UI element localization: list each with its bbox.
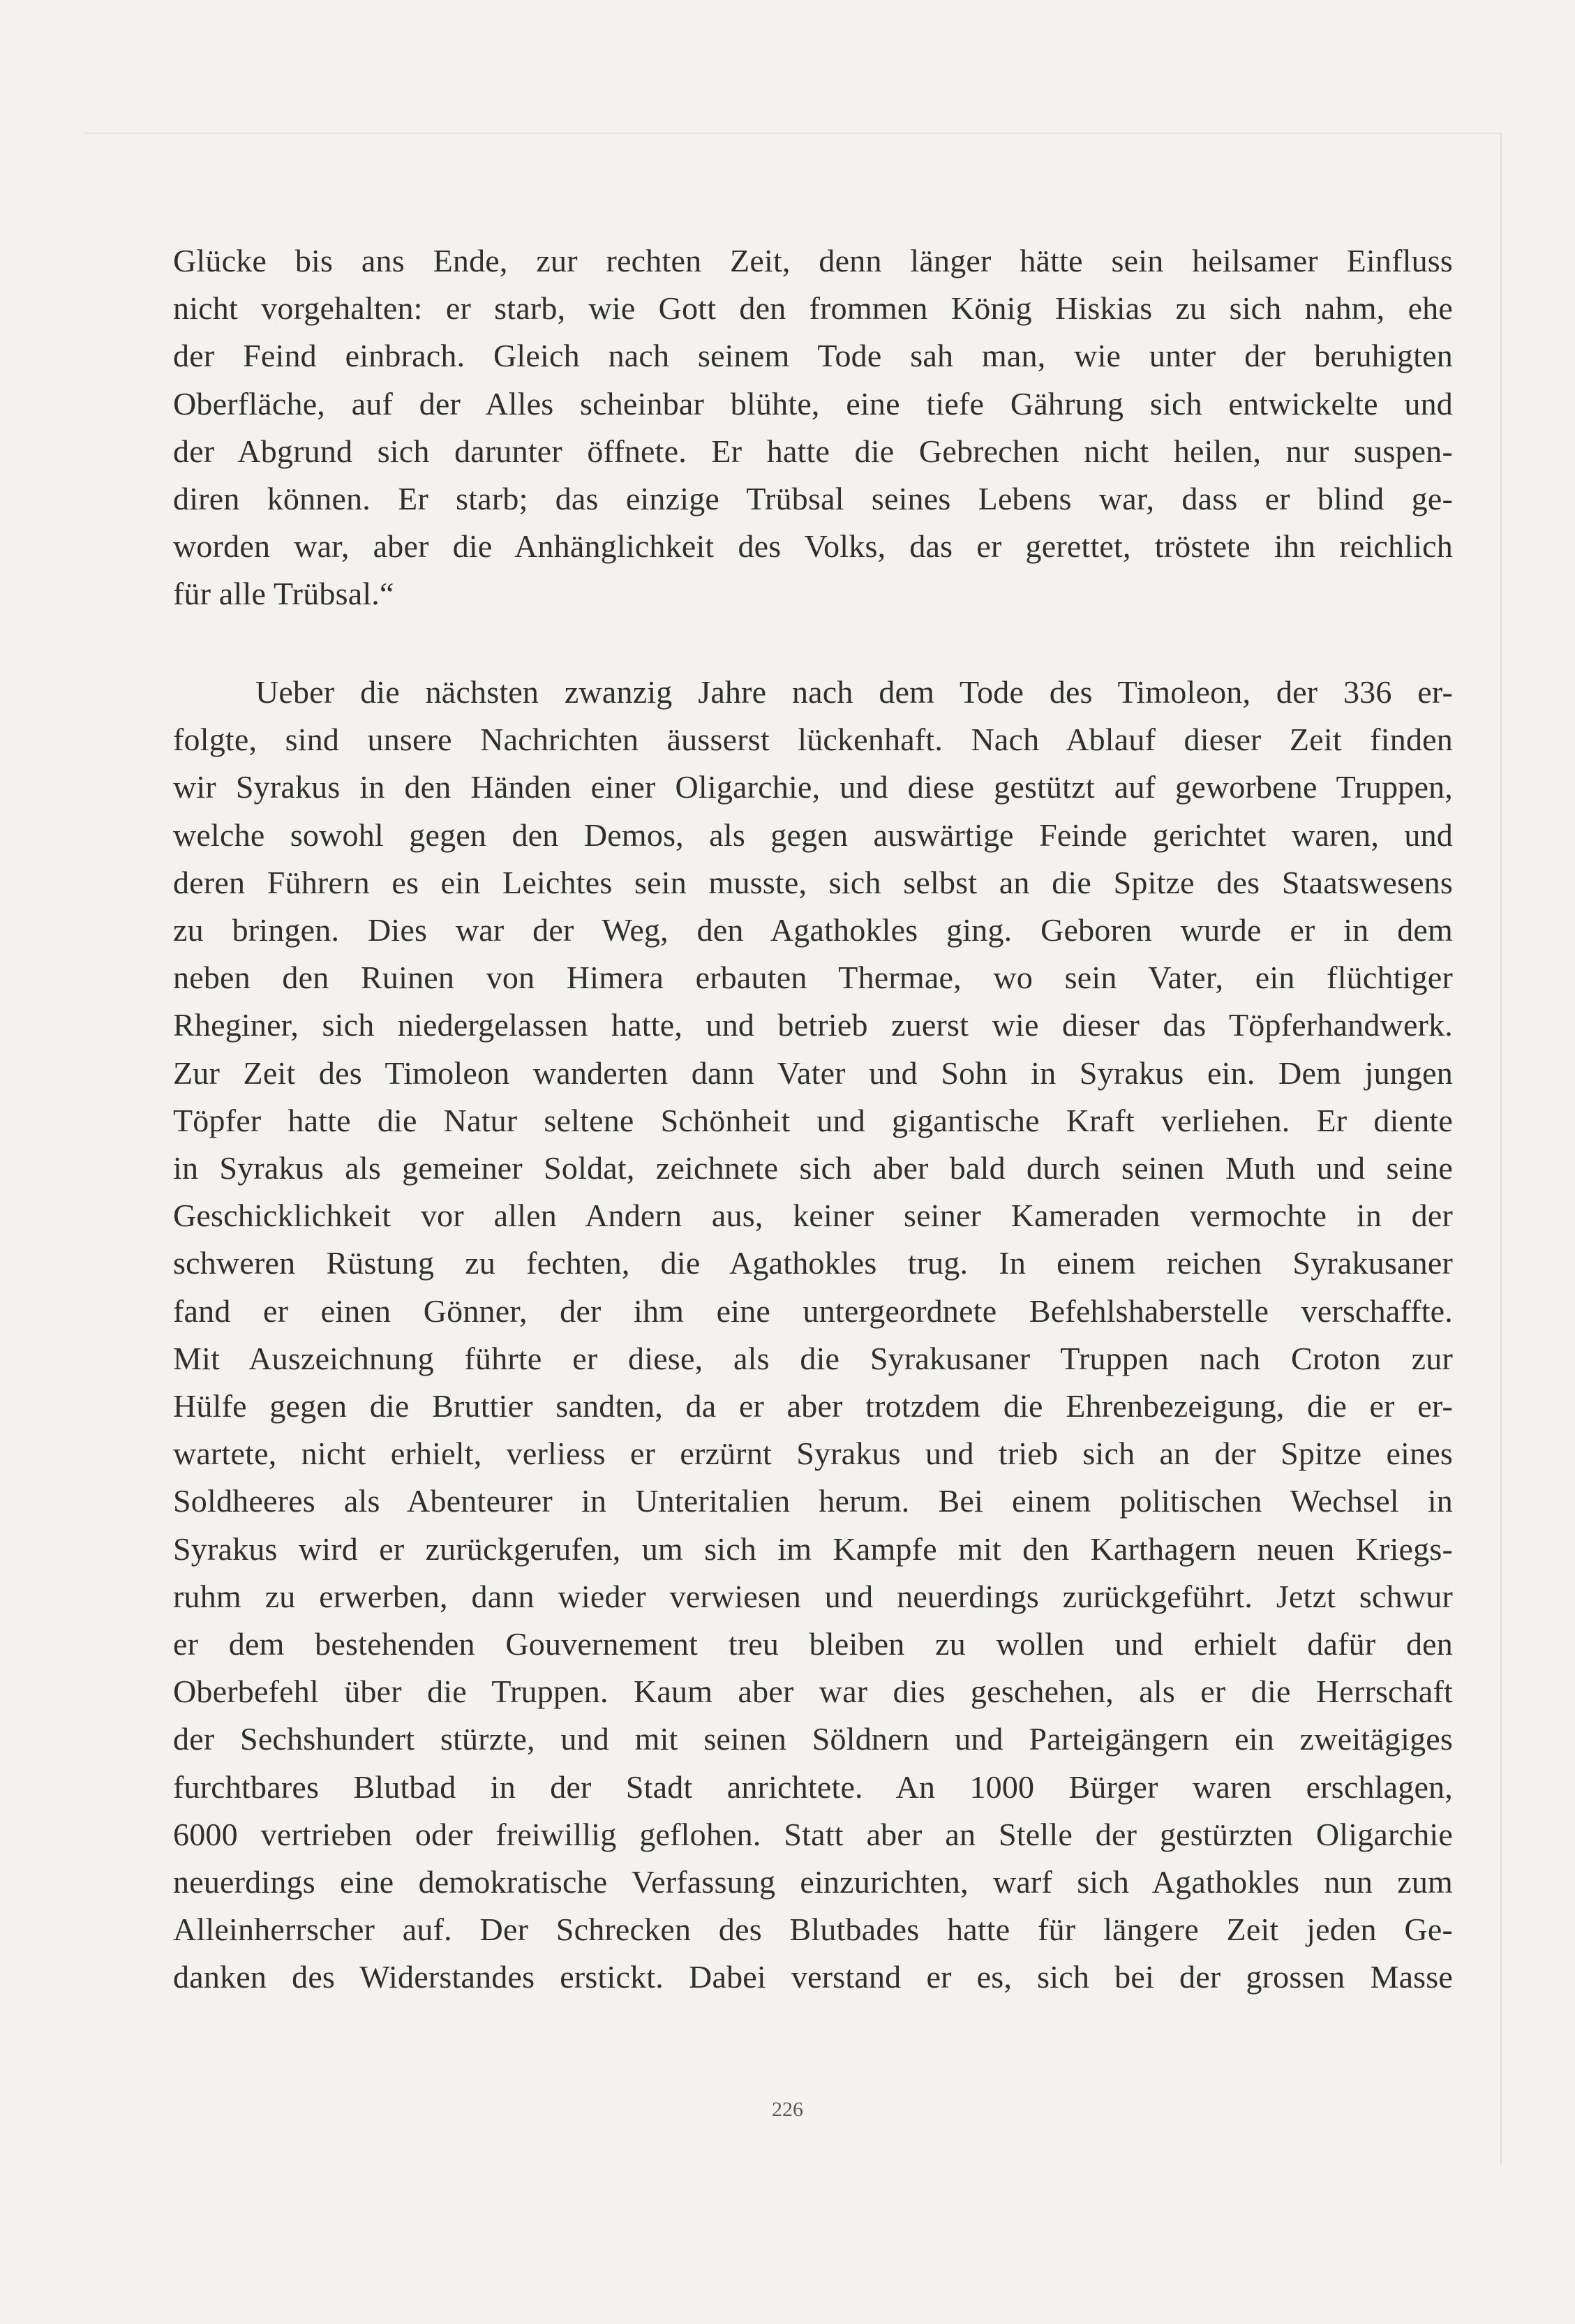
text-line: er dem bestehenden Gouvernement treu bleiben zu wollen und erhielt dafür den [173,1626,1453,1662]
text-line: fand er einen Gönner, der ihm eine untergeordnete Befehlshaberstelle verschaffte. [173,1293,1453,1329]
text-line: Mit Auszeichnung führte er diese, als die Syrakusaner Truppen nach Croton zur [173,1340,1453,1376]
text-line: nicht vorgehalten: er starb, wie Gott den frommen König Hiskias zu sich nahm, ehe [173,290,1453,327]
text-line: Syrakus wird er zurückgerufen, um sich im Kampfe mit den Karthagern neuen Kriegs- [173,1530,1453,1567]
text-line: in Syrakus als gemeiner Soldat, zeichnete sich aber bald durch seinen Muth und seine [173,1150,1453,1186]
text-line: diren können. Er starb; das einzige Trübsal seines Lebens war, dass er blind ge- [173,481,1453,517]
text-line: worden war, aber die Anhänglichkeit des Volks, das er gerettet, tröstete ihn reichlich [173,528,1453,565]
text-line: der Sechshundert stürzte, und mit seinen Söldnern und Parteigängern ein zweitägiges [173,1721,1453,1757]
text-line: neben den Ruinen von Himera erbauten Thermae, wo sein Vater, ein flüchtiger [173,960,1453,996]
text-line: Geschicklichkeit vor allen Andern aus, keiner seiner Kameraden vermochte in der [173,1198,1453,1234]
paragraph-1 [173,237,1453,618]
text-line: der Abgrund sich darunter öffnete. Er hatte die Gebrechen nicht heilen, nur suspen- [173,433,1453,469]
text-line: Ueber die nächsten zwanzig Jahre nach dem Tode des Timoleon, der 336 er- [255,674,1453,710]
text-line: Oberfläche, auf der Alles scheinbar blühte, eine tiefe Gährung sich entwickelte und [173,385,1453,422]
text-line: Glücke bis ans Ende, zur rechten Zeit, denn länger hätte sein heilsamer Einfluss [173,243,1453,278]
text-line: Töpfer hatte die Natur seltene Schönheit und gigantische Kraft verliehen. Er diente [173,1102,1453,1138]
text-line: der Feind einbrach. Gleich nach seinem Tode sah man, wie unter der beruhigten [173,338,1453,374]
text-line: wir Syrakus in den Händen einer Oligarchie, und diese gestützt auf geworbene Truppen, [173,769,1453,805]
text-line: deren Führern es ein Leichtes sein musste, sich selbst an die Spitze des Staatswesens [173,864,1453,900]
text-line: furchtbares Blutbad in der Stadt anrichtete. An 1000 Bürger waren erschlagen, [173,1768,1453,1805]
text-line: danken des Widerstandes erstickt. Dabei verstand er es, sich bei der grossen Masse [173,1959,1453,1995]
text-line: schweren Rüstung zu fechten, die Agathokles trug. In einem reichen Syrakusaner [173,1245,1453,1281]
text-line: 6000 vertrieben oder freiwillig geflohen. Statt aber an Stelle der gestürzten Oligarchie [173,1816,1453,1852]
text-line: Zur Zeit des Timoleon wanderten dann Vater und Sohn in Syrakus ein. Dem jungen [173,1055,1453,1091]
text-line: Soldheeres als Abenteurer in Unteritalien herum. Bei einem politischen Wechsel in [173,1483,1453,1519]
text-line: Hülfe gegen die Bruttier sandten, da er aber trotzdem die Ehrenbezeigung, die er er- [173,1388,1453,1424]
text-line: Oberbefehl über die Truppen. Kaum aber war dies geschehen, als er die Herrschaft [173,1674,1453,1710]
text-line: zu bringen. Dies war der Weg, den Agathokles ging. Geboren wurde er in dem [173,912,1453,948]
text-line: Alleinherrscher auf. Der Schrecken des Blutbades hatte für längere Zeit jeden Ge- [173,1912,1453,1948]
page-number: 226 [772,2098,803,2121]
text-line: Rheginer, sich niedergelassen hatte, und betrieb zuerst wie dieser das Töpferhandwerk. [173,1007,1453,1043]
text-line: für alle Trübsal.“ [173,576,394,612]
text-line: ruhm zu erwerben, dann wieder verwiesen und neuerdings zurückgeführt. Jetzt schwur [173,1578,1453,1614]
text-line: wartete, nicht erhielt, verliess er erzürnt Syrakus und trieb sich an der Spitze eines [173,1436,1453,1472]
text-line: neuerdings eine demokratische Verfassung einzurichten, warf sich Agathokles nun zum [173,1864,1453,1900]
text-line: welche sowohl gegen den Demos, als gegen auswärtige Feinde gerichtet waren, und [173,817,1453,853]
text-line: folgte, sind unsere Nachrichten äusserst lückenhaft. Nach Ablauf dieser Zeit finden [173,722,1453,758]
paragraph-2 [173,669,1453,2002]
